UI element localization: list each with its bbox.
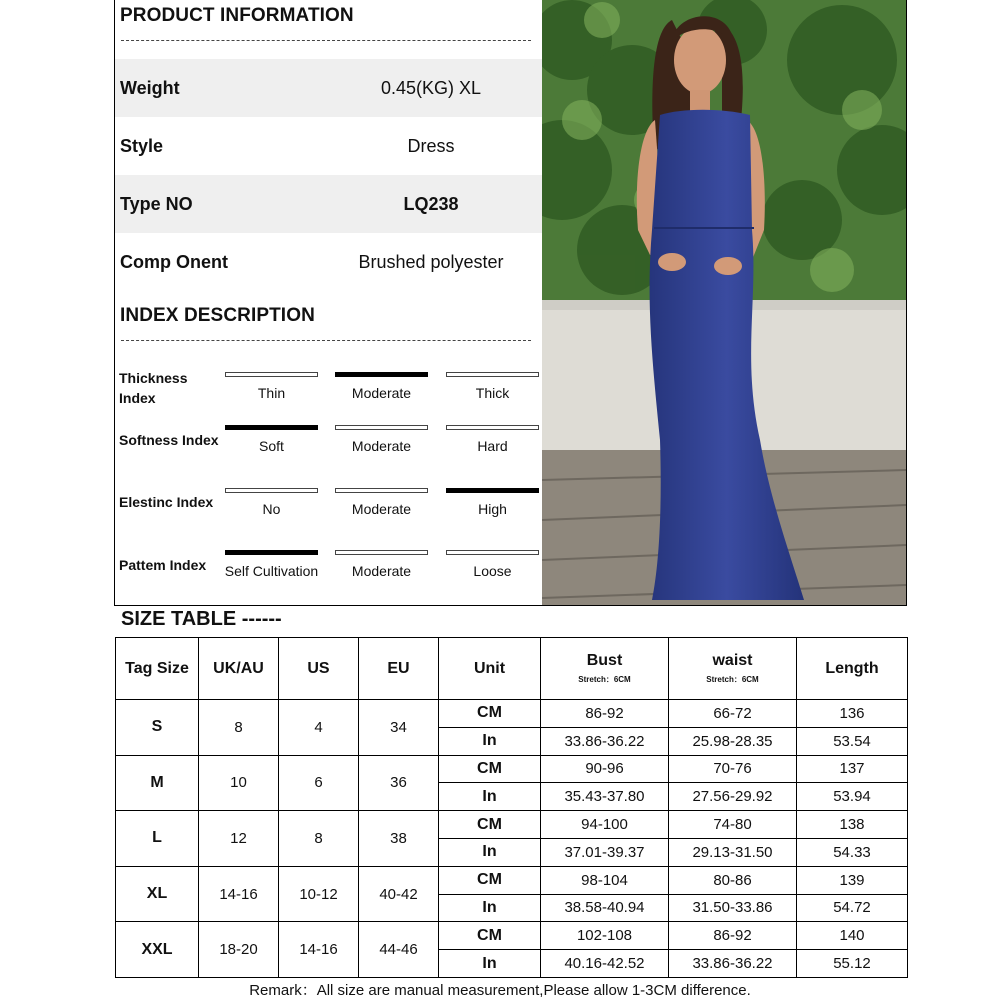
- product-info-title: PRODUCT INFORMATION: [120, 5, 354, 26]
- uk-cell: 12: [199, 811, 279, 867]
- waist-cell: 29.13-31.50: [669, 838, 797, 866]
- unit-cell: In: [439, 727, 541, 755]
- index-option: [225, 372, 318, 401]
- eu-cell: 36: [359, 755, 439, 811]
- info-key: Type NO: [120, 193, 193, 214]
- length-cell: 53.94: [797, 783, 908, 811]
- us-cell: 6: [279, 755, 359, 811]
- index-description-title: INDEX DESCRIPTION: [120, 305, 315, 326]
- table-row: [116, 700, 908, 728]
- index-bar: [225, 488, 318, 493]
- index-label: Thickness Index: [119, 370, 188, 406]
- unit-cell: In: [439, 894, 541, 922]
- stretch-note: Stretch：6CM: [578, 675, 631, 684]
- bust-cell: 94-100: [541, 811, 669, 839]
- info-row-weight: [115, 59, 542, 117]
- index-option: [446, 550, 539, 579]
- index-option: [446, 425, 539, 454]
- info-row-component: [115, 233, 542, 291]
- eu-cell: 38: [359, 811, 439, 867]
- index-bar: [335, 425, 428, 430]
- index-option-label: Hard: [477, 438, 508, 454]
- length-cell: 137: [797, 755, 908, 783]
- bust-cell: 37.01-39.37: [541, 838, 669, 866]
- us-cell: 8: [279, 811, 359, 867]
- waist-cell: 80-86: [669, 866, 797, 894]
- info-value: Dress: [407, 135, 455, 156]
- index-bar: [446, 372, 539, 377]
- index-option: [335, 425, 428, 454]
- bust-cell: 102-108: [541, 922, 669, 950]
- bust-cell: 35.43-37.80: [541, 783, 669, 811]
- uk-cell: 14-16: [199, 866, 279, 922]
- index-option-label: Loose: [473, 563, 512, 579]
- header-eu: EU: [359, 638, 439, 700]
- index-option-label: Moderate: [351, 563, 412, 579]
- us-cell: 10-12: [279, 866, 359, 922]
- eu-cell: 34: [359, 700, 439, 756]
- index-option-label: Moderate: [351, 385, 412, 401]
- header-waist-label: waist: [712, 652, 753, 669]
- table-row: [116, 755, 908, 783]
- index-option-label: Thin: [257, 385, 286, 401]
- index-bar: [446, 550, 539, 555]
- uk-cell: 18-20: [199, 922, 279, 978]
- stretch-note: Stretch：6CM: [706, 675, 759, 684]
- length-cell: 136: [797, 700, 908, 728]
- uk-cell: 8: [199, 700, 279, 756]
- bust-cell: 86-92: [541, 700, 669, 728]
- index-option-label: Moderate: [351, 438, 412, 454]
- us-cell: 4: [279, 700, 359, 756]
- info-key: Weight: [120, 77, 180, 98]
- divider: [121, 40, 531, 41]
- unit-cell: CM: [439, 922, 541, 950]
- divider: [121, 340, 531, 341]
- index-bar: [446, 425, 539, 430]
- index-option: [225, 488, 318, 517]
- product-info-panel: [114, 0, 542, 606]
- tag-size-cell: XXL: [116, 922, 199, 978]
- header-us: US: [279, 638, 359, 700]
- bust-cell: 98-104: [541, 866, 669, 894]
- index-option: [335, 372, 428, 401]
- unit-cell: In: [439, 950, 541, 978]
- unit-cell: CM: [439, 700, 541, 728]
- header-length: Length: [797, 638, 908, 700]
- waist-cell: 86-92: [669, 922, 797, 950]
- waist-cell: 31.50-33.86: [669, 894, 797, 922]
- remark-note: Remark：All size are manual measurement,Please allow 1-3CM difference.: [249, 982, 751, 999]
- tag-size-cell: XL: [116, 866, 199, 922]
- index-option-label: Self Cultivation: [224, 563, 319, 579]
- length-cell: 139: [797, 866, 908, 894]
- index-option-label: No: [262, 501, 281, 517]
- size-table-header: [116, 638, 908, 700]
- tag-size-cell: S: [116, 700, 199, 756]
- index-option: [215, 550, 328, 579]
- header-tag-size: Tag Size: [116, 638, 199, 700]
- table-row: [116, 866, 908, 894]
- index-bar: [225, 425, 318, 430]
- unit-cell: CM: [439, 866, 541, 894]
- unit-cell: CM: [439, 755, 541, 783]
- index-option-label: Moderate: [351, 501, 412, 517]
- header-uk-au: UK/AU: [199, 638, 279, 700]
- index-label: Elestinc Index: [119, 494, 214, 510]
- index-label: Softness Index: [119, 432, 219, 448]
- length-cell: 54.33: [797, 838, 908, 866]
- uk-cell: 10: [199, 755, 279, 811]
- index-option: [446, 372, 539, 401]
- index-bar: [225, 550, 318, 555]
- index-option-label: Soft: [259, 438, 284, 454]
- table-row: [116, 811, 908, 839]
- bust-cell: 33.86-36.22: [541, 727, 669, 755]
- length-cell: 140: [797, 922, 908, 950]
- unit-cell: In: [439, 838, 541, 866]
- info-row-type-no: [115, 175, 542, 233]
- length-cell: 55.12: [797, 950, 908, 978]
- waist-cell: 25.98-28.35: [669, 727, 797, 755]
- unit-cell: CM: [439, 811, 541, 839]
- bust-cell: 40.16-42.52: [541, 950, 669, 978]
- size-table-title: SIZE TABLE ------: [121, 608, 282, 630]
- index-option: [335, 550, 428, 579]
- product-photo: [542, 0, 907, 606]
- length-cell: 138: [797, 811, 908, 839]
- index-option: [225, 425, 318, 454]
- tag-size-cell: M: [116, 755, 199, 811]
- size-table: [115, 637, 908, 978]
- length-cell: 54.72: [797, 894, 908, 922]
- table-row: [116, 922, 908, 950]
- index-bar: [446, 488, 539, 493]
- bust-cell: 90-96: [541, 755, 669, 783]
- info-row-style: [115, 117, 542, 175]
- index-option-label: High: [478, 501, 507, 517]
- info-value: LQ238: [403, 193, 459, 214]
- header-bust: [541, 638, 669, 700]
- waist-cell: 33.86-36.22: [669, 950, 797, 978]
- info-key: Comp Onent: [120, 251, 228, 272]
- info-value: 0.45(KG) XL: [380, 77, 482, 98]
- index-bar: [225, 372, 318, 377]
- length-cell: 53.54: [797, 727, 908, 755]
- unit-cell: In: [439, 783, 541, 811]
- info-key: Style: [120, 135, 164, 156]
- eu-cell: 44-46: [359, 922, 439, 978]
- info-value: Brushed polyester: [358, 251, 504, 272]
- index-option: [446, 488, 539, 517]
- index-bar: [335, 488, 428, 493]
- index-option: [335, 488, 428, 517]
- bust-cell: 38.58-40.94: [541, 894, 669, 922]
- tag-size-cell: L: [116, 811, 199, 867]
- waist-cell: 27.56-29.92: [669, 783, 797, 811]
- header-unit: Unit: [439, 638, 541, 700]
- waist-cell: 74-80: [669, 811, 797, 839]
- us-cell: 14-16: [279, 922, 359, 978]
- waist-cell: 70-76: [669, 755, 797, 783]
- eu-cell: 40-42: [359, 866, 439, 922]
- index-option-label: Thick: [475, 385, 510, 401]
- model-in-dress-illustration: [542, 0, 907, 606]
- index-bar: [335, 550, 428, 555]
- header-bust-label: Bust: [586, 652, 623, 669]
- index-bar: [335, 372, 428, 377]
- index-label: Pattem Index: [119, 557, 207, 573]
- header-waist: [669, 638, 797, 700]
- waist-cell: 66-72: [669, 700, 797, 728]
